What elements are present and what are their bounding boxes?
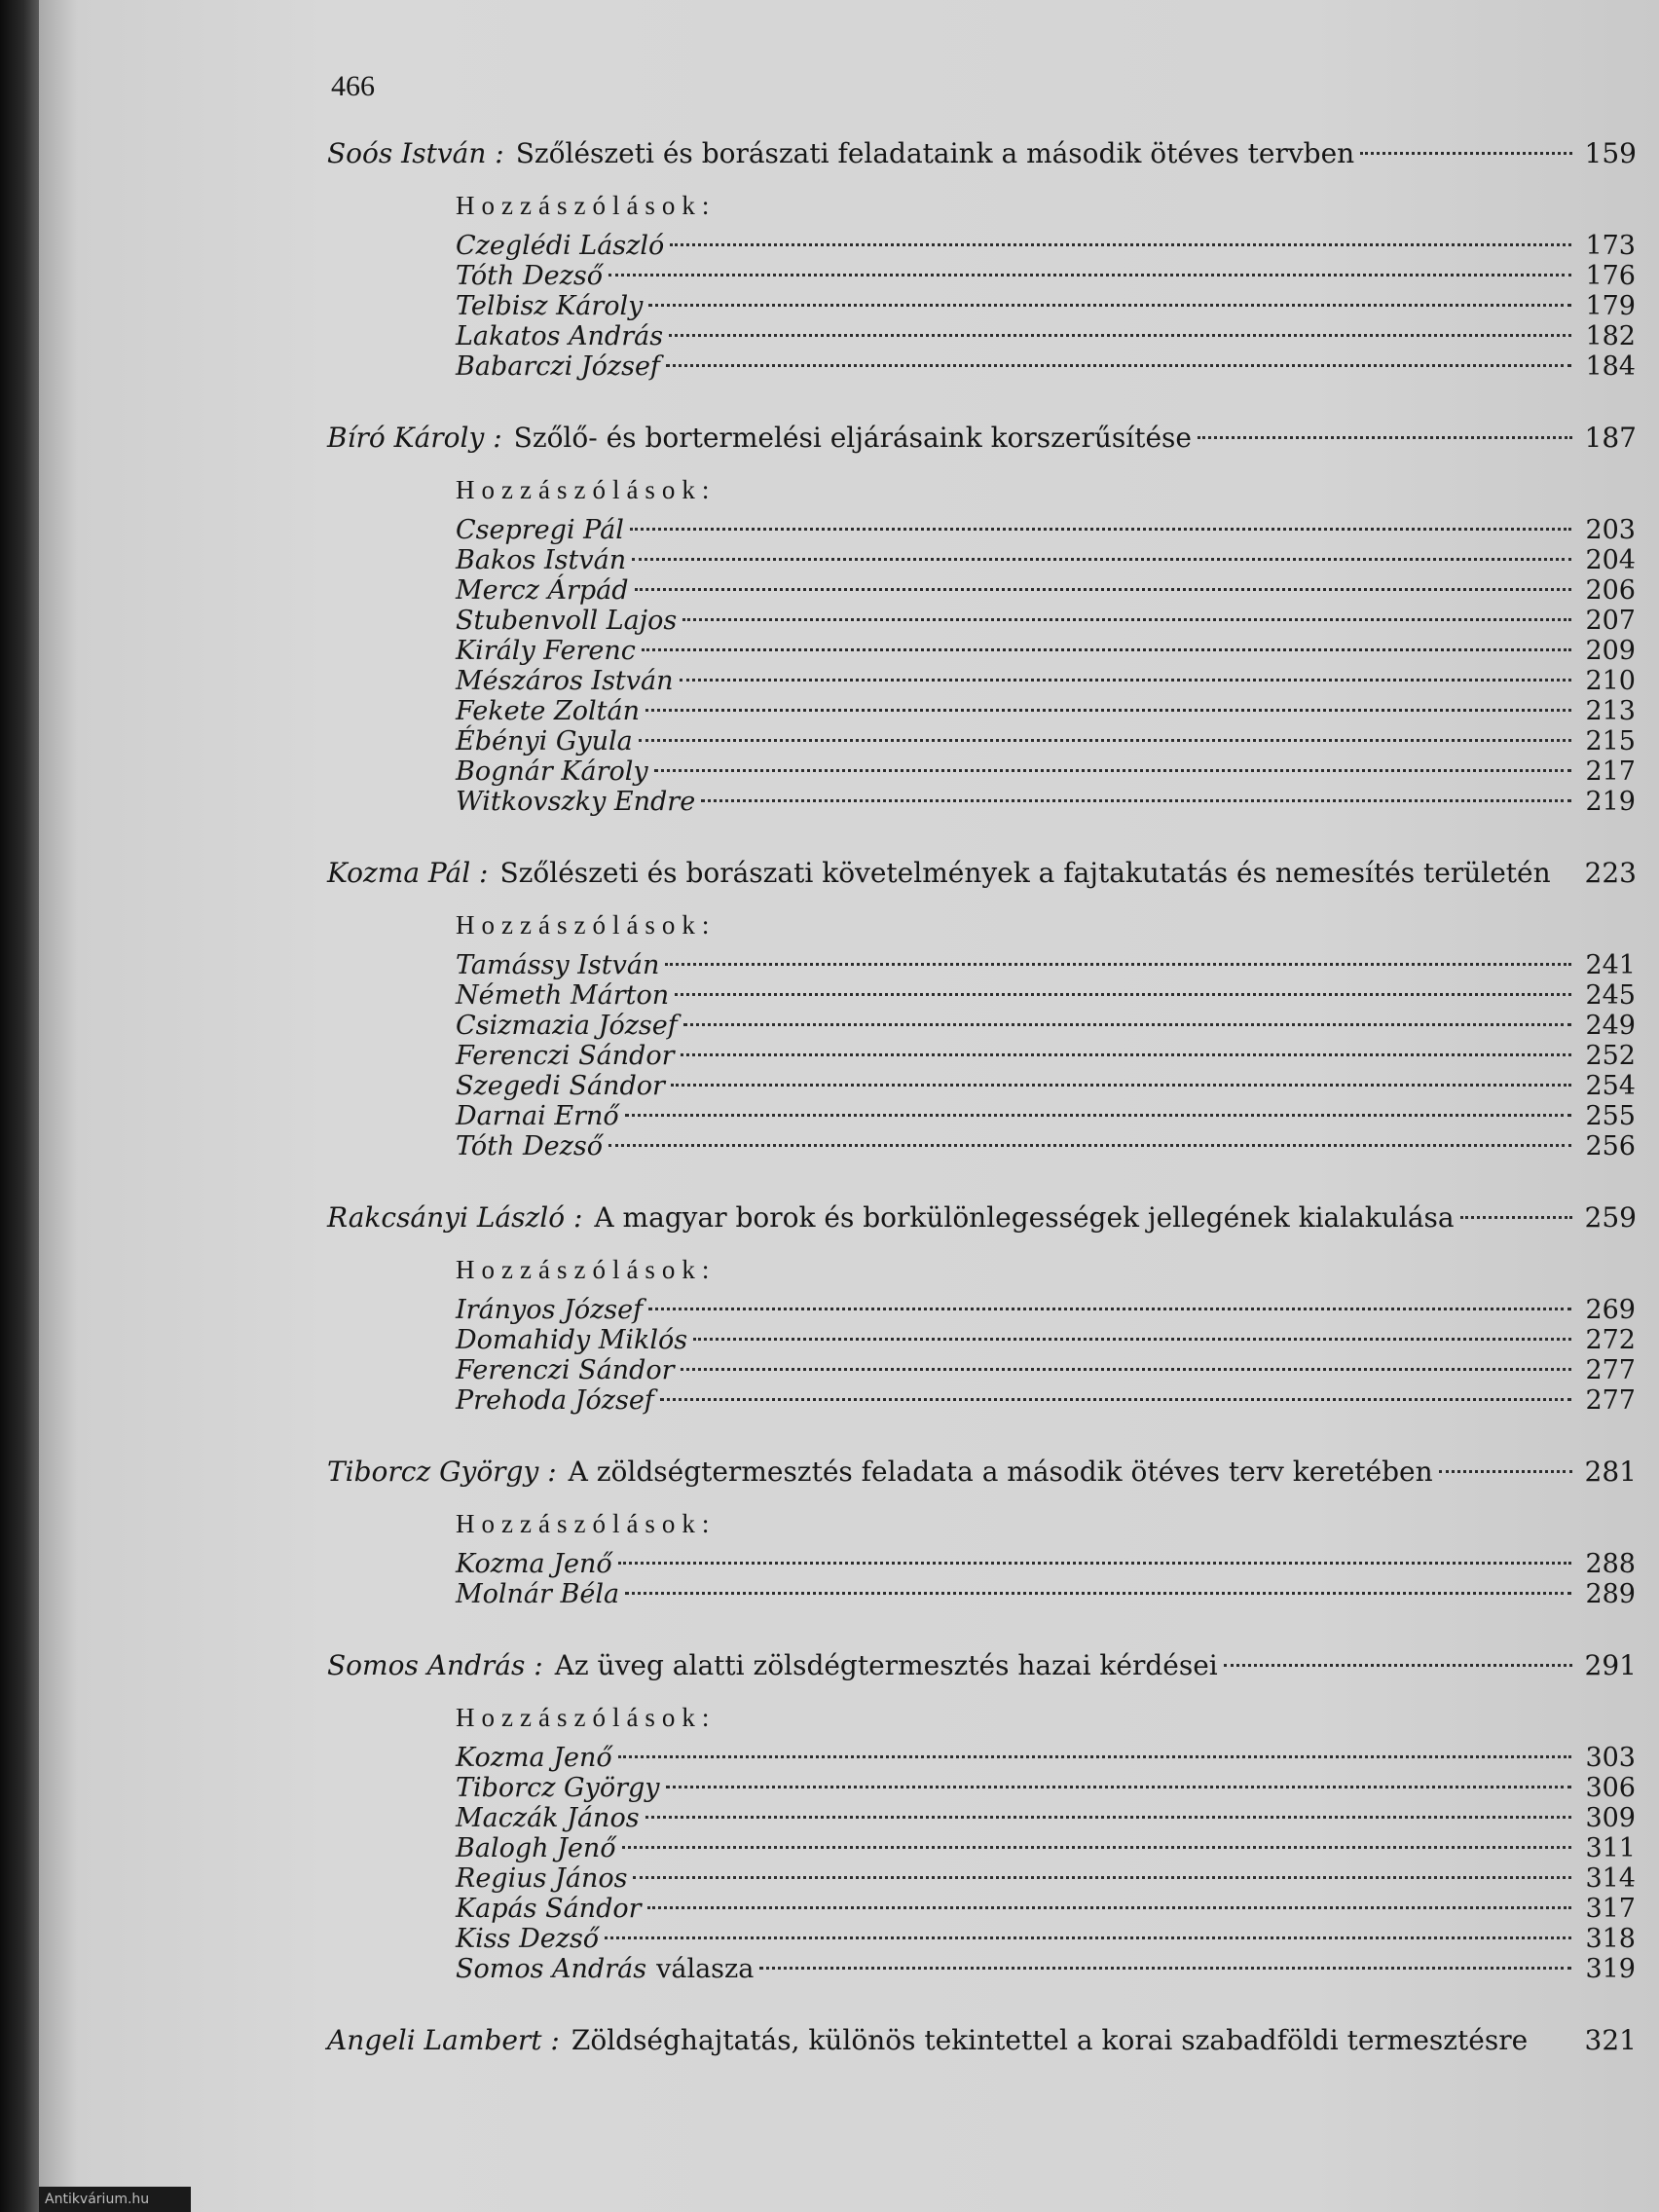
- entry-title: A magyar borok és borkülönlegességek jellegének kialakulása: [594, 1201, 1455, 1234]
- comment-entry[interactable]: [456, 1131, 1636, 1161]
- comment-entry[interactable]: [456, 1863, 1636, 1894]
- dot-leader: [759, 1967, 1571, 1970]
- comment-suffix: válasza: [656, 1954, 755, 1984]
- comment-page-number: 319: [1585, 1954, 1636, 1984]
- comment-entry[interactable]: [456, 261, 1636, 291]
- comment-author: Király Ferenc: [456, 636, 636, 666]
- toc-section: [39, 1198, 1659, 1416]
- comment-author: Lakatos András: [456, 321, 664, 351]
- comment-author: Prehoda József: [456, 1385, 654, 1416]
- comment-page-number: 288: [1585, 1549, 1636, 1579]
- comment-author: Regius János: [456, 1863, 628, 1894]
- toc-main-entry[interactable]: [327, 134, 1637, 173]
- comment-page-number: 215: [1585, 726, 1636, 756]
- toc-section: [39, 1453, 1659, 1609]
- comment-entry[interactable]: [456, 1011, 1636, 1041]
- dot-leader: [647, 1906, 1571, 1909]
- comment-entry[interactable]: [456, 696, 1636, 726]
- comment-entry[interactable]: [456, 291, 1636, 321]
- dot-leader: [1224, 1664, 1572, 1667]
- comment-author: Czeglédi László: [456, 231, 665, 261]
- dot-leader: [622, 1846, 1571, 1849]
- toc-main-entry[interactable]: [327, 1453, 1637, 1492]
- comment-entry[interactable]: [456, 1924, 1636, 1954]
- dot-leader: [625, 1592, 1571, 1595]
- entry-title: Szőlészeti és borászati követelmények a fajtakutatás és nemesítés területén: [499, 857, 1551, 889]
- comment-author: Molnár Béla: [456, 1579, 620, 1609]
- entry-author: Kozma Pál :: [327, 857, 489, 889]
- comment-entry[interactable]: [456, 666, 1636, 696]
- comment-page-number: 210: [1585, 666, 1636, 696]
- comment-page-number: 173: [1585, 231, 1636, 261]
- dot-leader: [660, 1398, 1571, 1401]
- comment-entry[interactable]: [456, 980, 1636, 1011]
- comment-author: Ferenczi Sándor: [456, 1041, 675, 1071]
- comment-entry[interactable]: [456, 1803, 1636, 1833]
- dot-leader: [618, 1755, 1571, 1758]
- toc-main-entry[interactable]: [327, 854, 1637, 893]
- comment-entry[interactable]: [456, 950, 1636, 980]
- dot-leader: [633, 1876, 1571, 1879]
- comment-page-number: 254: [1585, 1071, 1636, 1101]
- entry-title: Szőlészeti és borászati feladataink a második ötéves tervben: [515, 137, 1355, 169]
- comment-page-number: 245: [1585, 980, 1636, 1011]
- comments-heading: Hozzászólások:: [456, 1703, 717, 1732]
- comment-author: Csizmazia József: [456, 1011, 678, 1041]
- dot-leader: [618, 1562, 1571, 1565]
- comment-page-number: 289: [1585, 1579, 1636, 1609]
- comment-entry[interactable]: [456, 1101, 1636, 1131]
- dot-leader: [648, 1308, 1571, 1310]
- dot-leader: [648, 304, 1571, 307]
- toc-section: [39, 1646, 1659, 1984]
- comment-entry[interactable]: [456, 636, 1636, 666]
- comment-entry[interactable]: [456, 515, 1636, 545]
- comment-entry[interactable]: [456, 1773, 1636, 1803]
- comment-page-number: 306: [1585, 1773, 1636, 1803]
- dot-leader: [642, 648, 1571, 651]
- comment-page-number: 277: [1585, 1385, 1636, 1416]
- comment-page-number: 309: [1585, 1803, 1636, 1833]
- dot-leader: [645, 1816, 1571, 1819]
- comment-page-number: 217: [1585, 756, 1636, 787]
- comment-page-number: 206: [1585, 575, 1636, 606]
- comments-heading: Hozzászólások:: [456, 475, 717, 504]
- comment-entry[interactable]: [456, 575, 1636, 606]
- comment-page-number: 272: [1585, 1325, 1636, 1355]
- dot-leader: [1439, 1470, 1572, 1473]
- dot-leader: [682, 618, 1571, 621]
- toc-section: [39, 2021, 1659, 2060]
- comment-entry[interactable]: [456, 1833, 1636, 1863]
- entry-page-number: 321: [1584, 2024, 1637, 2056]
- toc-section: [39, 134, 1659, 382]
- dot-leader: [675, 993, 1571, 996]
- comment-page-number: 219: [1585, 787, 1636, 817]
- comment-entry[interactable]: [456, 756, 1636, 787]
- comment-entry[interactable]: [456, 1549, 1636, 1579]
- comment-page-number: 207: [1585, 606, 1636, 636]
- comment-author: Balogh Jenő: [456, 1833, 616, 1863]
- comment-page-number: 249: [1585, 1011, 1636, 1041]
- book-spine-shadow: [0, 0, 39, 2212]
- comment-author: Stubenvoll Lajos: [456, 606, 678, 636]
- comment-entry[interactable]: [456, 606, 1636, 636]
- comment-page-number: 213: [1585, 696, 1636, 726]
- comment-entry[interactable]: [456, 231, 1636, 261]
- book-page: [39, 0, 1659, 2212]
- comments-heading: Hozzászólások:: [456, 910, 717, 940]
- dot-leader: [693, 1338, 1571, 1341]
- comment-page-number: 209: [1585, 636, 1636, 666]
- comment-entry[interactable]: [456, 726, 1636, 756]
- comment-page-number: 204: [1585, 545, 1636, 575]
- comment-author: Kozma Jenő: [456, 1549, 612, 1579]
- dot-leader: [680, 679, 1571, 682]
- comment-page-number: 314: [1585, 1863, 1636, 1894]
- comment-page-number: 317: [1585, 1894, 1636, 1924]
- comment-entry[interactable]: [456, 1385, 1636, 1416]
- comment-author: Mészáros István: [456, 666, 674, 696]
- comment-author: Szegedi Sándor: [456, 1071, 665, 1101]
- dot-leader: [635, 588, 1571, 591]
- comment-entry[interactable]: [456, 1041, 1636, 1071]
- comment-entry[interactable]: [456, 1071, 1636, 1101]
- comment-author: Maczák János: [456, 1803, 640, 1833]
- comment-entry[interactable]: [456, 1325, 1636, 1355]
- comment-entry[interactable]: [456, 1894, 1636, 1924]
- comment-author: Németh Márton: [456, 980, 670, 1011]
- dot-leader: [683, 1023, 1571, 1026]
- dot-leader: [669, 334, 1571, 337]
- table-of-contents: [39, 134, 1659, 2097]
- entry-page-number: 223: [1584, 857, 1637, 889]
- entry-title: Szőlő- és bortermelési eljárásaink korszerűsítése: [513, 422, 1192, 454]
- comment-entry[interactable]: [456, 1355, 1636, 1385]
- comments-heading: Hozzászólások:: [456, 1509, 717, 1538]
- comment-page-number: 241: [1585, 950, 1636, 980]
- comment-author: Tamássy István: [456, 950, 660, 980]
- dot-leader: [1360, 152, 1572, 155]
- dot-leader: [666, 364, 1571, 367]
- entry-title: Az üveg alatti zölsdégtermesztés hazai kérdései: [554, 1649, 1218, 1681]
- entry-author: Soós István :: [327, 137, 504, 169]
- entry-page-number: 187: [1584, 422, 1637, 454]
- dot-leader: [681, 1053, 1571, 1056]
- comment-author: Tiborcz György: [456, 1773, 660, 1803]
- dot-leader: [632, 558, 1571, 561]
- dot-leader: [670, 243, 1571, 246]
- dot-leader: [681, 1368, 1571, 1371]
- comment-entry[interactable]: [456, 351, 1636, 382]
- entry-page-number: 159: [1584, 137, 1637, 169]
- dot-leader: [608, 1144, 1571, 1147]
- dot-leader: [665, 963, 1571, 966]
- comment-author: Tóth Dezső: [456, 1131, 603, 1161]
- page-number: 466: [331, 70, 375, 102]
- comment-author: Bognár Károly: [456, 756, 648, 787]
- entry-author: Bíró Károly :: [327, 422, 502, 454]
- dot-leader: [671, 1084, 1571, 1087]
- entry-page-number: 281: [1584, 1456, 1637, 1488]
- dot-leader: [666, 1786, 1571, 1788]
- comment-page-number: 318: [1585, 1924, 1636, 1954]
- comment-page-number: 252: [1585, 1041, 1636, 1071]
- comment-entry[interactable]: [456, 545, 1636, 575]
- toc-main-entry[interactable]: [327, 2021, 1637, 2060]
- comment-author: Telbisz Károly: [456, 291, 644, 321]
- comment-author: Kapás Sándor: [456, 1894, 642, 1924]
- comment-author: Bakos István: [456, 545, 627, 575]
- comment-page-number: 255: [1585, 1101, 1636, 1131]
- comment-author: Irányos József: [456, 1295, 644, 1325]
- dot-leader: [701, 799, 1571, 802]
- comment-entry[interactable]: [456, 1295, 1636, 1325]
- toc-section: [39, 854, 1659, 1161]
- comment-entry[interactable]: [456, 1743, 1636, 1773]
- comment-page-number: 176: [1585, 261, 1636, 291]
- comment-entry[interactable]: [456, 1579, 1636, 1609]
- toc-section: [39, 419, 1659, 817]
- entry-author: Somos András :: [327, 1649, 543, 1681]
- comment-page-number: 256: [1585, 1131, 1636, 1161]
- comment-author: Darnai Ernő: [456, 1101, 619, 1131]
- comment-author: Kozma Jenő: [456, 1743, 612, 1773]
- comment-page-number: 311: [1585, 1833, 1636, 1863]
- comment-author: Fekete Zoltán: [456, 696, 640, 726]
- comment-author: Ferenczi Sándor: [456, 1355, 675, 1385]
- dot-leader: [1460, 1216, 1572, 1219]
- comment-page-number: 203: [1585, 515, 1636, 545]
- toc-main-entry[interactable]: [327, 1198, 1637, 1237]
- dot-leader: [1198, 436, 1572, 439]
- dot-leader: [630, 528, 1571, 531]
- entry-author: Angeli Lambert :: [327, 2024, 560, 2056]
- toc-main-entry[interactable]: [327, 419, 1637, 458]
- comment-author: Somos András: [456, 1954, 647, 1984]
- comment-author: Witkovszky Endre: [456, 787, 696, 817]
- comments-heading: Hozzászólások:: [456, 191, 717, 220]
- dot-leader: [608, 274, 1571, 276]
- comment-page-number: 184: [1585, 351, 1636, 382]
- dot-leader: [654, 769, 1571, 772]
- comment-page-number: 179: [1585, 291, 1636, 321]
- entry-page-number: 259: [1584, 1201, 1637, 1234]
- comment-author: Babarczi József: [456, 351, 660, 382]
- comment-author: Ébényi Gyula: [456, 726, 633, 756]
- entry-page-number: 291: [1584, 1649, 1637, 1681]
- watermark: Antikvárium.hu: [39, 2187, 191, 2212]
- comment-page-number: 303: [1585, 1743, 1636, 1773]
- dot-leader: [645, 709, 1571, 712]
- toc-main-entry[interactable]: [327, 1646, 1637, 1685]
- comment-author: Domahidy Miklós: [456, 1325, 688, 1355]
- comment-author: Tóth Dezső: [456, 261, 603, 291]
- entry-author: Rakcsányi László :: [327, 1201, 583, 1234]
- comment-entry[interactable]: [456, 321, 1636, 351]
- comment-author: Csepregi Pál: [456, 515, 624, 545]
- dot-leader: [605, 1936, 1571, 1939]
- dot-leader: [639, 739, 1571, 742]
- entry-title: Zöldséghajtatás, különös tekintettel a korai szabadföldi termesztésre: [571, 2024, 1529, 2056]
- comment-entry[interactable]: [456, 1954, 1636, 1984]
- comment-page-number: 269: [1585, 1295, 1636, 1325]
- comment-page-number: 182: [1585, 321, 1636, 351]
- dot-leader: [625, 1114, 1571, 1117]
- entry-title: A zöldségtermesztés feladata a második ötéves terv keretében: [568, 1456, 1433, 1488]
- comment-author: Kiss Dezső: [456, 1924, 600, 1954]
- comment-page-number: 277: [1585, 1355, 1636, 1385]
- comment-author: Mercz Árpád: [456, 575, 629, 606]
- comment-entry[interactable]: [456, 787, 1636, 817]
- entry-author: Tiborcz György :: [327, 1456, 557, 1488]
- comments-heading: Hozzászólások:: [456, 1255, 717, 1284]
